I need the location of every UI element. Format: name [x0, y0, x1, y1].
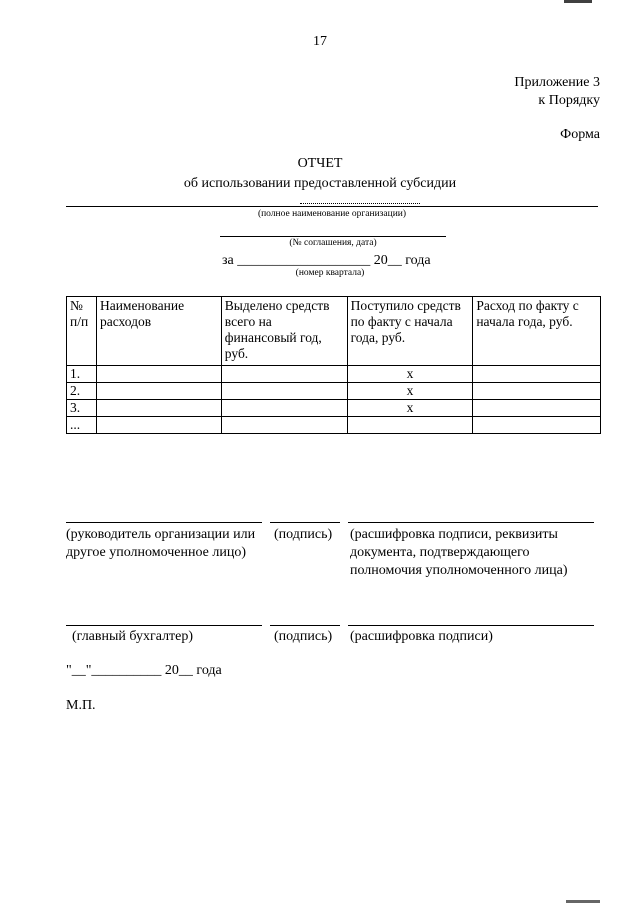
- stamp-placeholder: М.П.: [66, 698, 96, 713]
- table-header-row: [67, 297, 601, 366]
- cell-spent: [473, 417, 601, 434]
- scan-mark-top: [564, 0, 592, 3]
- head-signature-line: [270, 522, 340, 523]
- accountant-signature-line: [270, 625, 340, 626]
- appendix-reference: [514, 74, 600, 110]
- report-subtitle: об использовании предоставленной субсидии: [183, 176, 457, 191]
- page-number: 17: [313, 34, 327, 49]
- table-row: [67, 417, 601, 434]
- cell-received: х: [347, 366, 473, 383]
- cell-allocated: [221, 400, 347, 417]
- form-label: Форма: [560, 127, 600, 142]
- cell-name: [96, 400, 221, 417]
- head-decoding-line: [348, 522, 594, 523]
- cell-allocated: [221, 366, 347, 383]
- cell-allocated: [221, 417, 347, 434]
- head-decoding-caption: (расшифровка подписи, реквизиты документа, подтверждающего полномочия уполномоченного лица): [350, 527, 568, 578]
- head-role-line: [66, 522, 262, 523]
- cell-name: [96, 366, 221, 383]
- header-allocated: Выделено средств всего на финансовый год, руб.: [221, 297, 347, 366]
- head-signature-caption: (подпись): [274, 527, 333, 542]
- accountant-role-caption: (главный бухгалтер): [72, 629, 194, 644]
- org-name-line-overprint: [300, 203, 420, 204]
- quarter-caption: (номер квартала): [295, 268, 365, 278]
- table-row: [67, 400, 601, 417]
- header-name: Наименование расходов: [96, 297, 221, 366]
- header-num: № п/п: [67, 297, 97, 366]
- org-name-caption: (полное наименование организации): [257, 209, 407, 219]
- accountant-role-line: [66, 625, 262, 626]
- period-line: за ___________________ 20__ года: [222, 253, 431, 268]
- date-line: "__"__________ 20__ года: [66, 663, 222, 678]
- table-row: [67, 383, 601, 400]
- cell-spent: [473, 366, 601, 383]
- accountant-signature-caption: (подпись): [274, 629, 333, 644]
- cell-name: [96, 417, 221, 434]
- agreement-line: [220, 236, 446, 237]
- cell-spent: [473, 400, 601, 417]
- accountant-decoding-line: [348, 625, 594, 626]
- accountant-decoding-caption: (расшифровка подписи): [350, 629, 493, 644]
- cell-num: 3.: [67, 400, 97, 417]
- org-name-line: [66, 206, 598, 207]
- agreement-caption: (№ соглашения, дата): [289, 238, 377, 248]
- cell-received: х: [347, 400, 473, 417]
- cell-num: 2.: [67, 383, 97, 400]
- cell-allocated: [221, 383, 347, 400]
- table-row: [67, 366, 601, 383]
- cell-num: 1.: [67, 366, 97, 383]
- appendix-line-1: Приложение 3: [514, 75, 600, 90]
- header-spent: Расход по факту с начала года, руб.: [473, 297, 601, 366]
- scan-mark-bottom: [566, 900, 600, 903]
- report-table: [66, 296, 601, 434]
- cell-received: [347, 417, 473, 434]
- cell-spent: [473, 383, 601, 400]
- appendix-line-2: к Порядку: [538, 93, 600, 108]
- cell-name: [96, 383, 221, 400]
- report-title: ОТЧЕТ: [297, 156, 343, 171]
- cell-num: ...: [67, 417, 97, 434]
- head-role-caption: (руководитель организации или другое уполномоченное лицо): [66, 527, 256, 560]
- header-received: Поступило средств по факту с начала года, руб.: [347, 297, 473, 366]
- cell-received: х: [347, 383, 473, 400]
